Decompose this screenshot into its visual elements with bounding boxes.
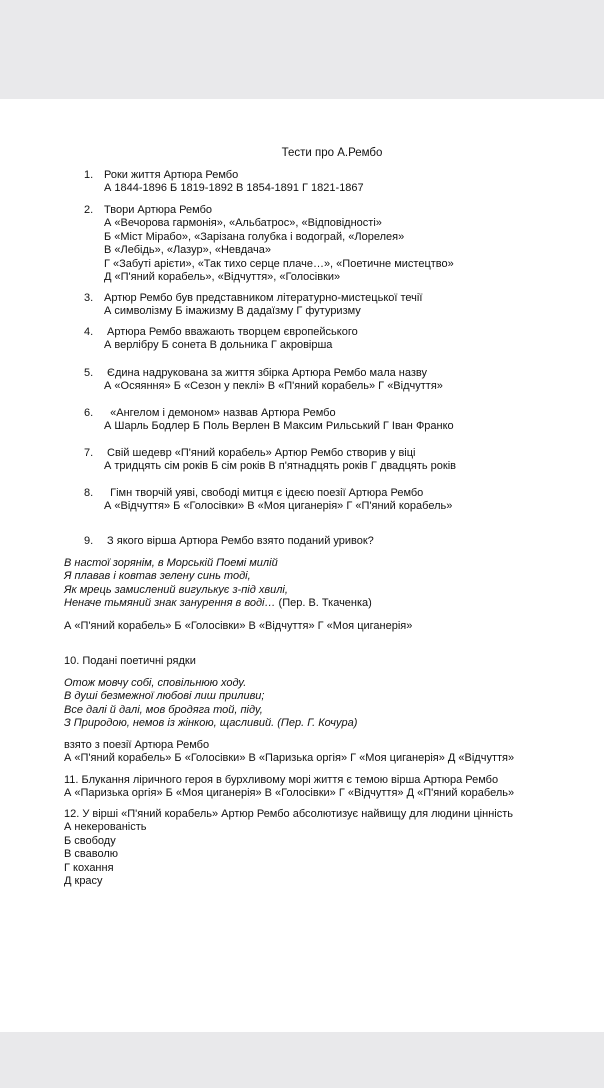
question-number: 2. [84,204,94,216]
question-11 [64,774,514,801]
question-text: Роки життя Артюра Рембо [104,169,239,181]
translator-credit: (Пер. В. Ткаченка) [278,597,372,610]
poem-line: Все далі й далі, мов бродяга той, піду, [64,703,263,716]
poem-line: Я плавав і ковтав зелену синь тоді, [64,570,251,583]
answer-option: Д «П'яний корабель», «Відчуття», «Голосівки» [104,271,341,284]
answer-options: А символізму Б імажизму В дадаїзму Г футуризму [104,305,361,318]
question-9 [84,535,374,548]
poem-line: В душі безмежної любові лиш приливи; [64,690,265,703]
answer-options: А «Відчуття» Б «Голосівки» В «Моя циганерія» Г «П'яний корабель» [104,500,453,513]
question-text: З якого вірша Артюра Рембо взято поданий уривок? [104,535,374,547]
poem-line: З Природою, немов із жінкою, щасливий. (Пер. Г. Кочура) [64,717,358,730]
poem-excerpt-2 [64,677,357,731]
question-text: «Ангелом і демоном» назвав Артюра Рембо [104,407,336,419]
answer-options: А «Паризька оргія» Б «Моя циганерія» В «Голосівки» Г «Відчуття» Д «П'яний корабель» [64,787,515,800]
question-5 [84,367,443,394]
answer-option: Г «Забуті арієти», «Так тихо серце плаче…», «Поетичне мистецтво» [104,257,454,270]
poem-line: Отож мовчу собі, сповільнюю ходу. [64,677,247,689]
question-text: Єдина надрукована за життя збірка Артюра Рембо мала назву [104,367,428,379]
question-number: 5. [84,367,94,379]
question-number: 9. [84,535,94,547]
question-4 [84,326,358,353]
answer-option: Б «Міст Мірабо», «Зарізана голубка і водограй, «Лорелея» [104,230,405,243]
poem-line [64,597,372,610]
question-number: 3. [84,292,94,304]
answer-options: А тридцять сім років Б сім років В п'ятнадцять років Г двадцять років [104,460,457,473]
question-12 [64,808,513,888]
answer-option: В сваволю [64,848,118,861]
question-text: Свій шедевр «П'яний корабель» Артюр Рембо створив у віці [104,447,416,459]
question-3 [84,292,422,319]
answer-option: А «Вечорова гармонія», «Альбатрос», «Відповідності» [104,217,382,230]
question-number: 1. [84,169,94,181]
question-text: Твори Артюра Рембо [104,204,213,216]
answer-option: А некерованість [64,821,147,834]
question-7 [84,447,456,474]
poem-line-text: Неначе тьмяний знак занурення в воді… [64,597,279,610]
answer-option: Г кохання [64,861,114,874]
question-1 [84,169,364,196]
question-10-body [64,739,514,766]
answer-options: А «П'яний корабель» Б «Голосівки» В «Паризька оргія» Г «Моя циганерія» Д «Відчуття» [64,752,515,765]
answer-options: А Шарль Бодлер Б Поль Верлен В Максим Рильський Г Іван Франко [104,420,454,433]
question-number: 7. [84,447,94,459]
answer-options: А 1844-1896 Б 1819-1892 В 1854-1891 Г 1821-1867 [104,182,364,195]
question-10-title: 10. Подані поетичні рядки [64,655,196,667]
document-page [0,99,604,1032]
poem-line: Як мрець замислений вигулькує з-під хвилі, [64,583,288,596]
poem-line: В настої зорянім, в Морській Поемі милій [64,557,278,569]
question-number: 6. [84,407,94,419]
answer-option: Б свободу [64,834,116,847]
question-text: 12. У вірші «П'яний корабель» Артюр Рембо абсолютизує найвищу для людини цінність [64,808,513,820]
question-8 [84,487,452,514]
question-text: Артюра Рембо вважають творцем європейського [104,326,358,338]
question-9-answers: А «П'яний корабель» Б «Голосівки» В «Відчуття» Г «Моя циганерія» [64,620,413,632]
question-text: Гімн творчій уяві, свободі митця є ідеєю поезії Артюра Рембо [104,487,424,499]
question-text: Артюр Рембо був представником літературно-мистецької течії [104,292,423,304]
answer-option: Д красу [64,875,103,888]
question-number: 4. [84,326,94,338]
question-6 [84,407,454,434]
question-text: взято з поезії Артюра Рембо [64,739,210,751]
document-title: Тести про А.Рембо [281,147,383,159]
question-text: 11. Блукання ліричного героя в бурхливому морі життя є темою вірша Артюра Рембо [64,774,499,786]
answer-options: А верлібру Б сонета В дольника Г акровірша [104,339,333,352]
poem-excerpt-1 [64,557,372,611]
answer-options: А «Осяяння» Б «Сезон у пеклі» В «П'яний корабель» Г «Відчуття» [104,380,443,393]
answer-option: В «Лебідь», «Лазур», «Невдача» [104,244,271,257]
question-2 [84,204,454,284]
question-number: 8. [84,487,94,499]
